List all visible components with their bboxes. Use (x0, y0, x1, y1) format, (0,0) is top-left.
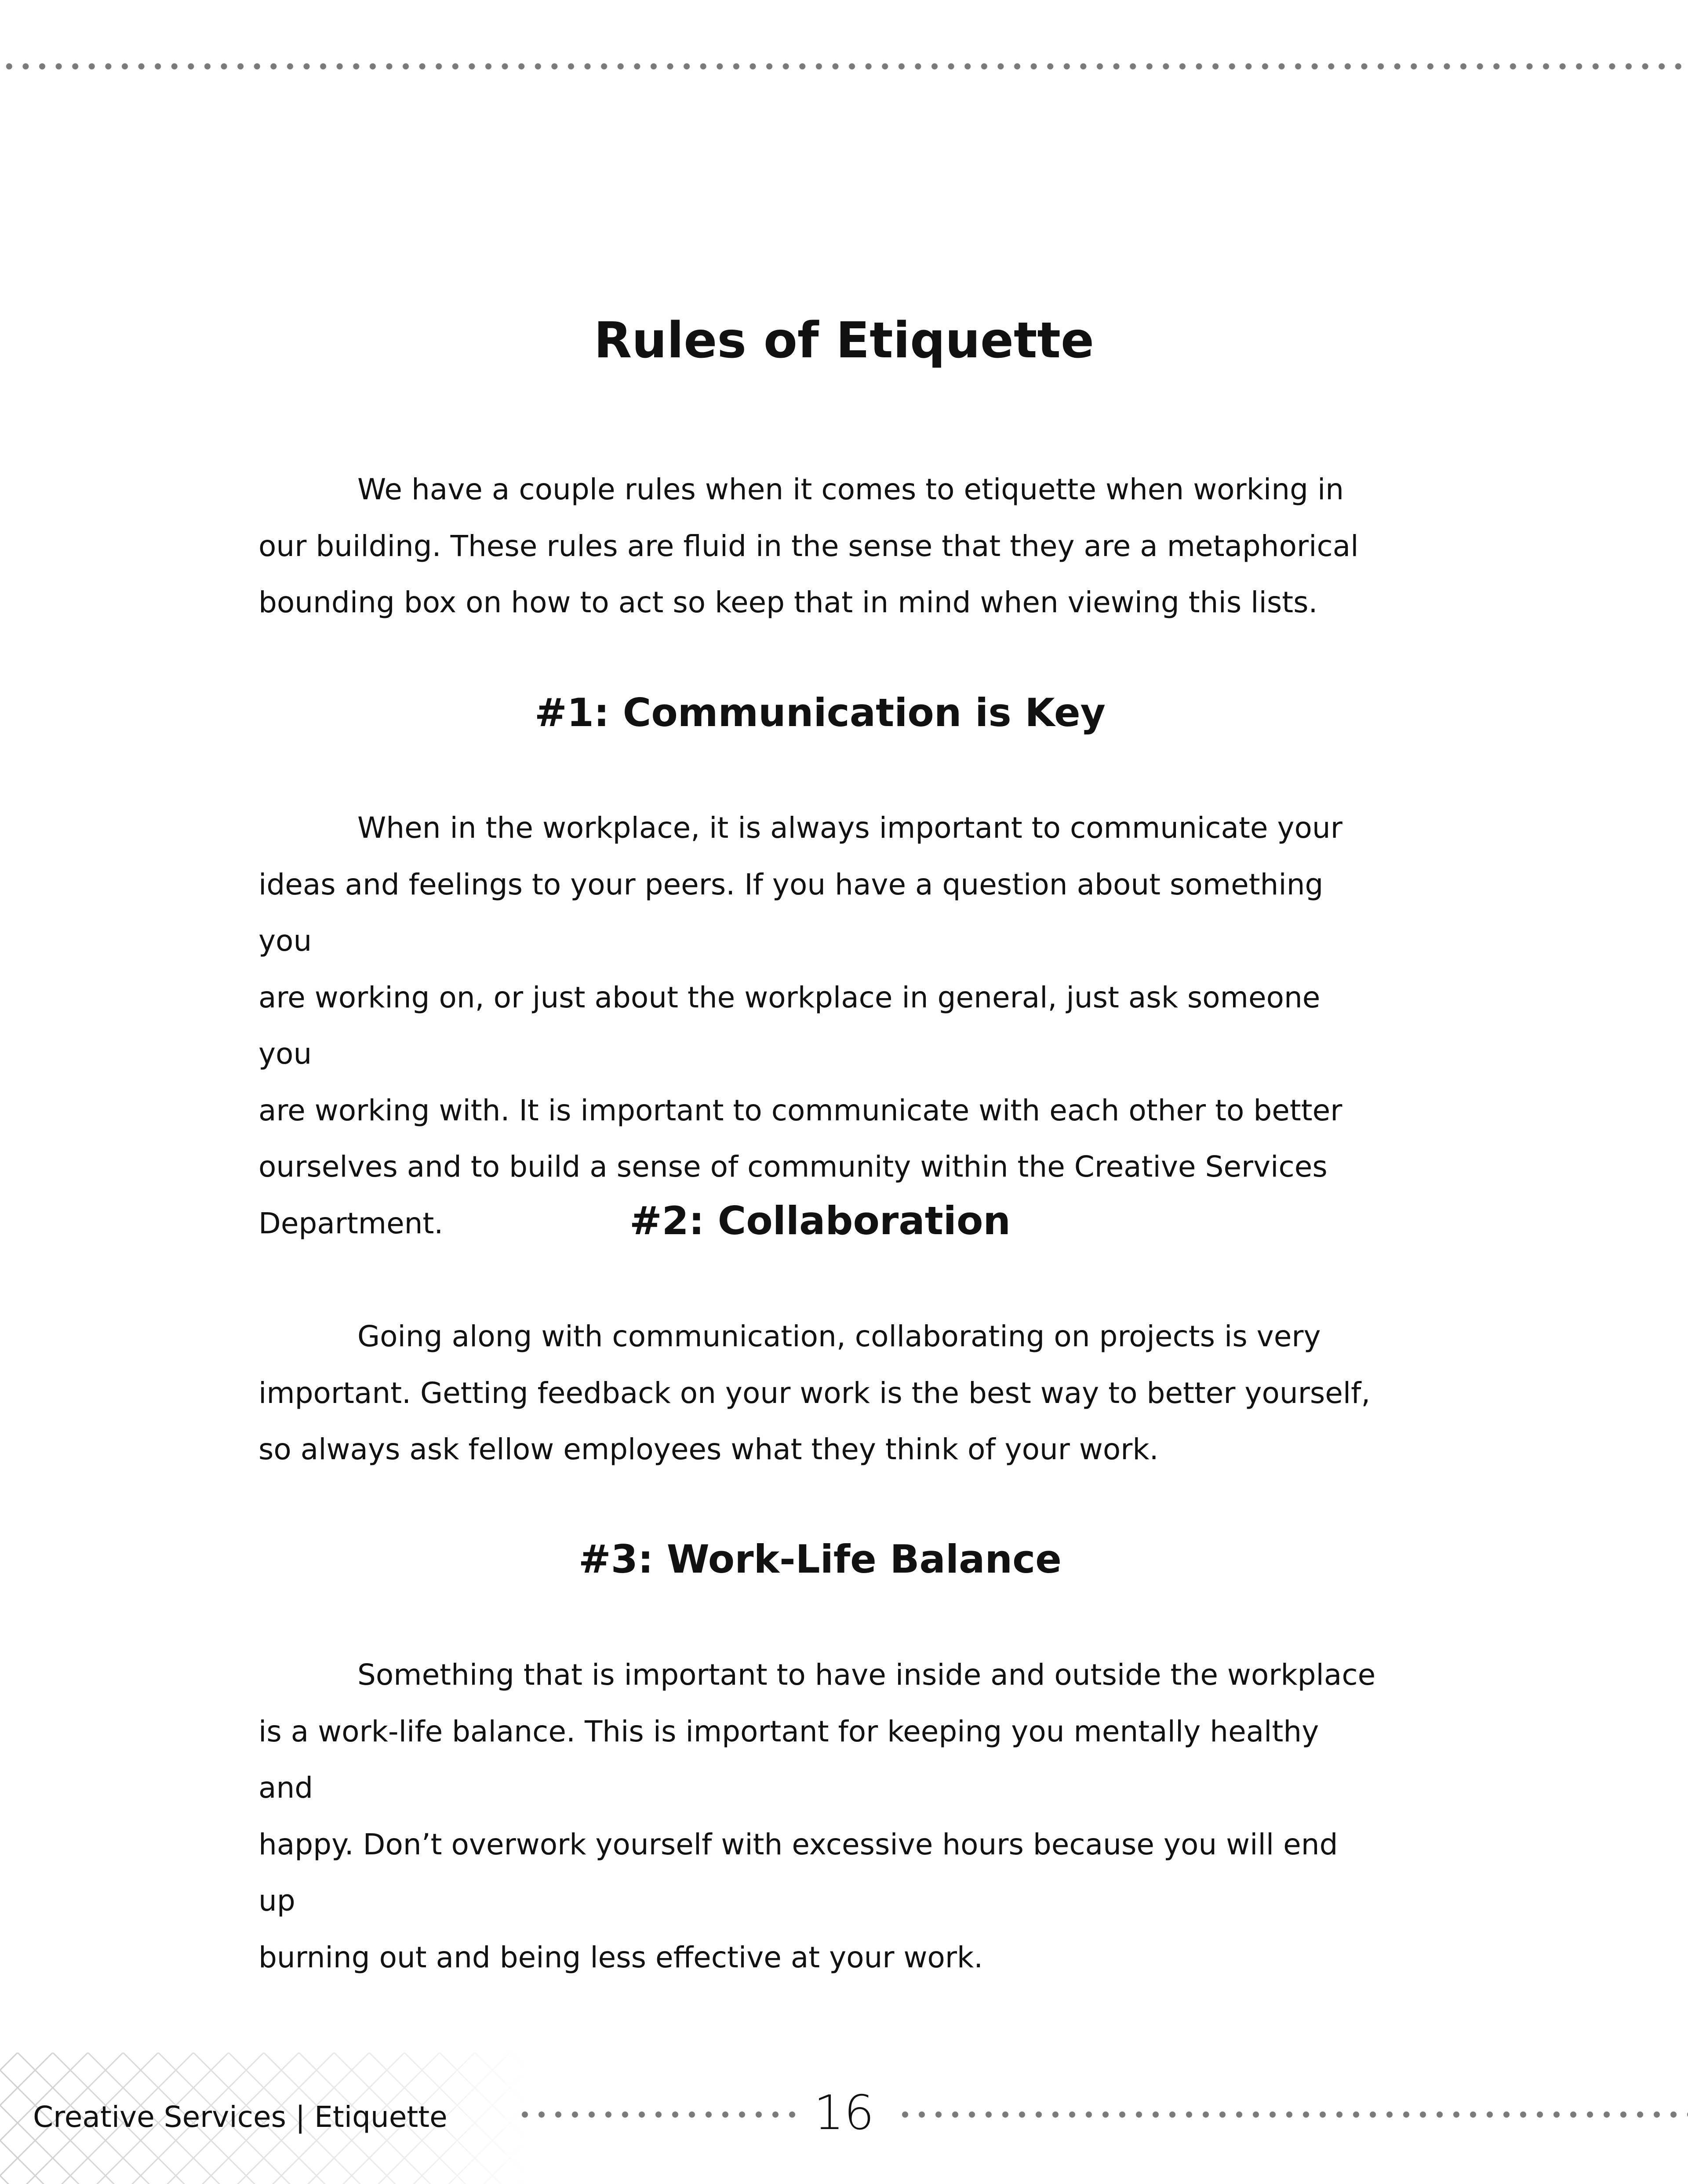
page-title: Rules of Etiquette (594, 312, 1094, 369)
page-number: 16 (814, 2086, 874, 2140)
footer-dotted-divider-left (517, 2110, 799, 2119)
intro-paragraph: We have a couple rules when it comes to etiquette when working in our building. These rules are fluid in the sense that they are a metaphorical bounding box on how to act so keep that in mind when viewing this lists. (258, 472, 1359, 619)
section-heading-work-life-balance: #3: Work-Life Balance (578, 1537, 1062, 1582)
section-body-collaboration: Going along with communication, collaborating on projects is very important. Getting feedback on your work is the best way to better yourself, so always ask fellow employees what they think of your work. (258, 1319, 1371, 1466)
footer-dotted-divider-right (897, 2110, 1688, 2119)
section-body-work-life-balance: Something that is important to have inside and outside the workplace is a work-life balance. This is important for keeping you mentally healthy and happy. Don’t overwork yourself with excessive hours because you will end up burning out and being less effective at your work. (258, 1658, 1376, 1974)
footer-label: Creative Services | Etiquette (33, 2100, 447, 2134)
section-body-communication: When in the workplace, it is always important to communicate your ideas and feelings to your peers. If you have a question about something you are working on, or just about the workplace in general, just ask someone you are working with. It is important to communicate with each other to better ourselves and to build a sense of community within the Creative Services Department. (258, 811, 1342, 1240)
section-heading-communication: #1: Communication is Key (534, 690, 1106, 735)
section-heading-collaboration: #2: Collaboration (629, 1198, 1011, 1243)
top-dotted-divider (0, 62, 1688, 71)
